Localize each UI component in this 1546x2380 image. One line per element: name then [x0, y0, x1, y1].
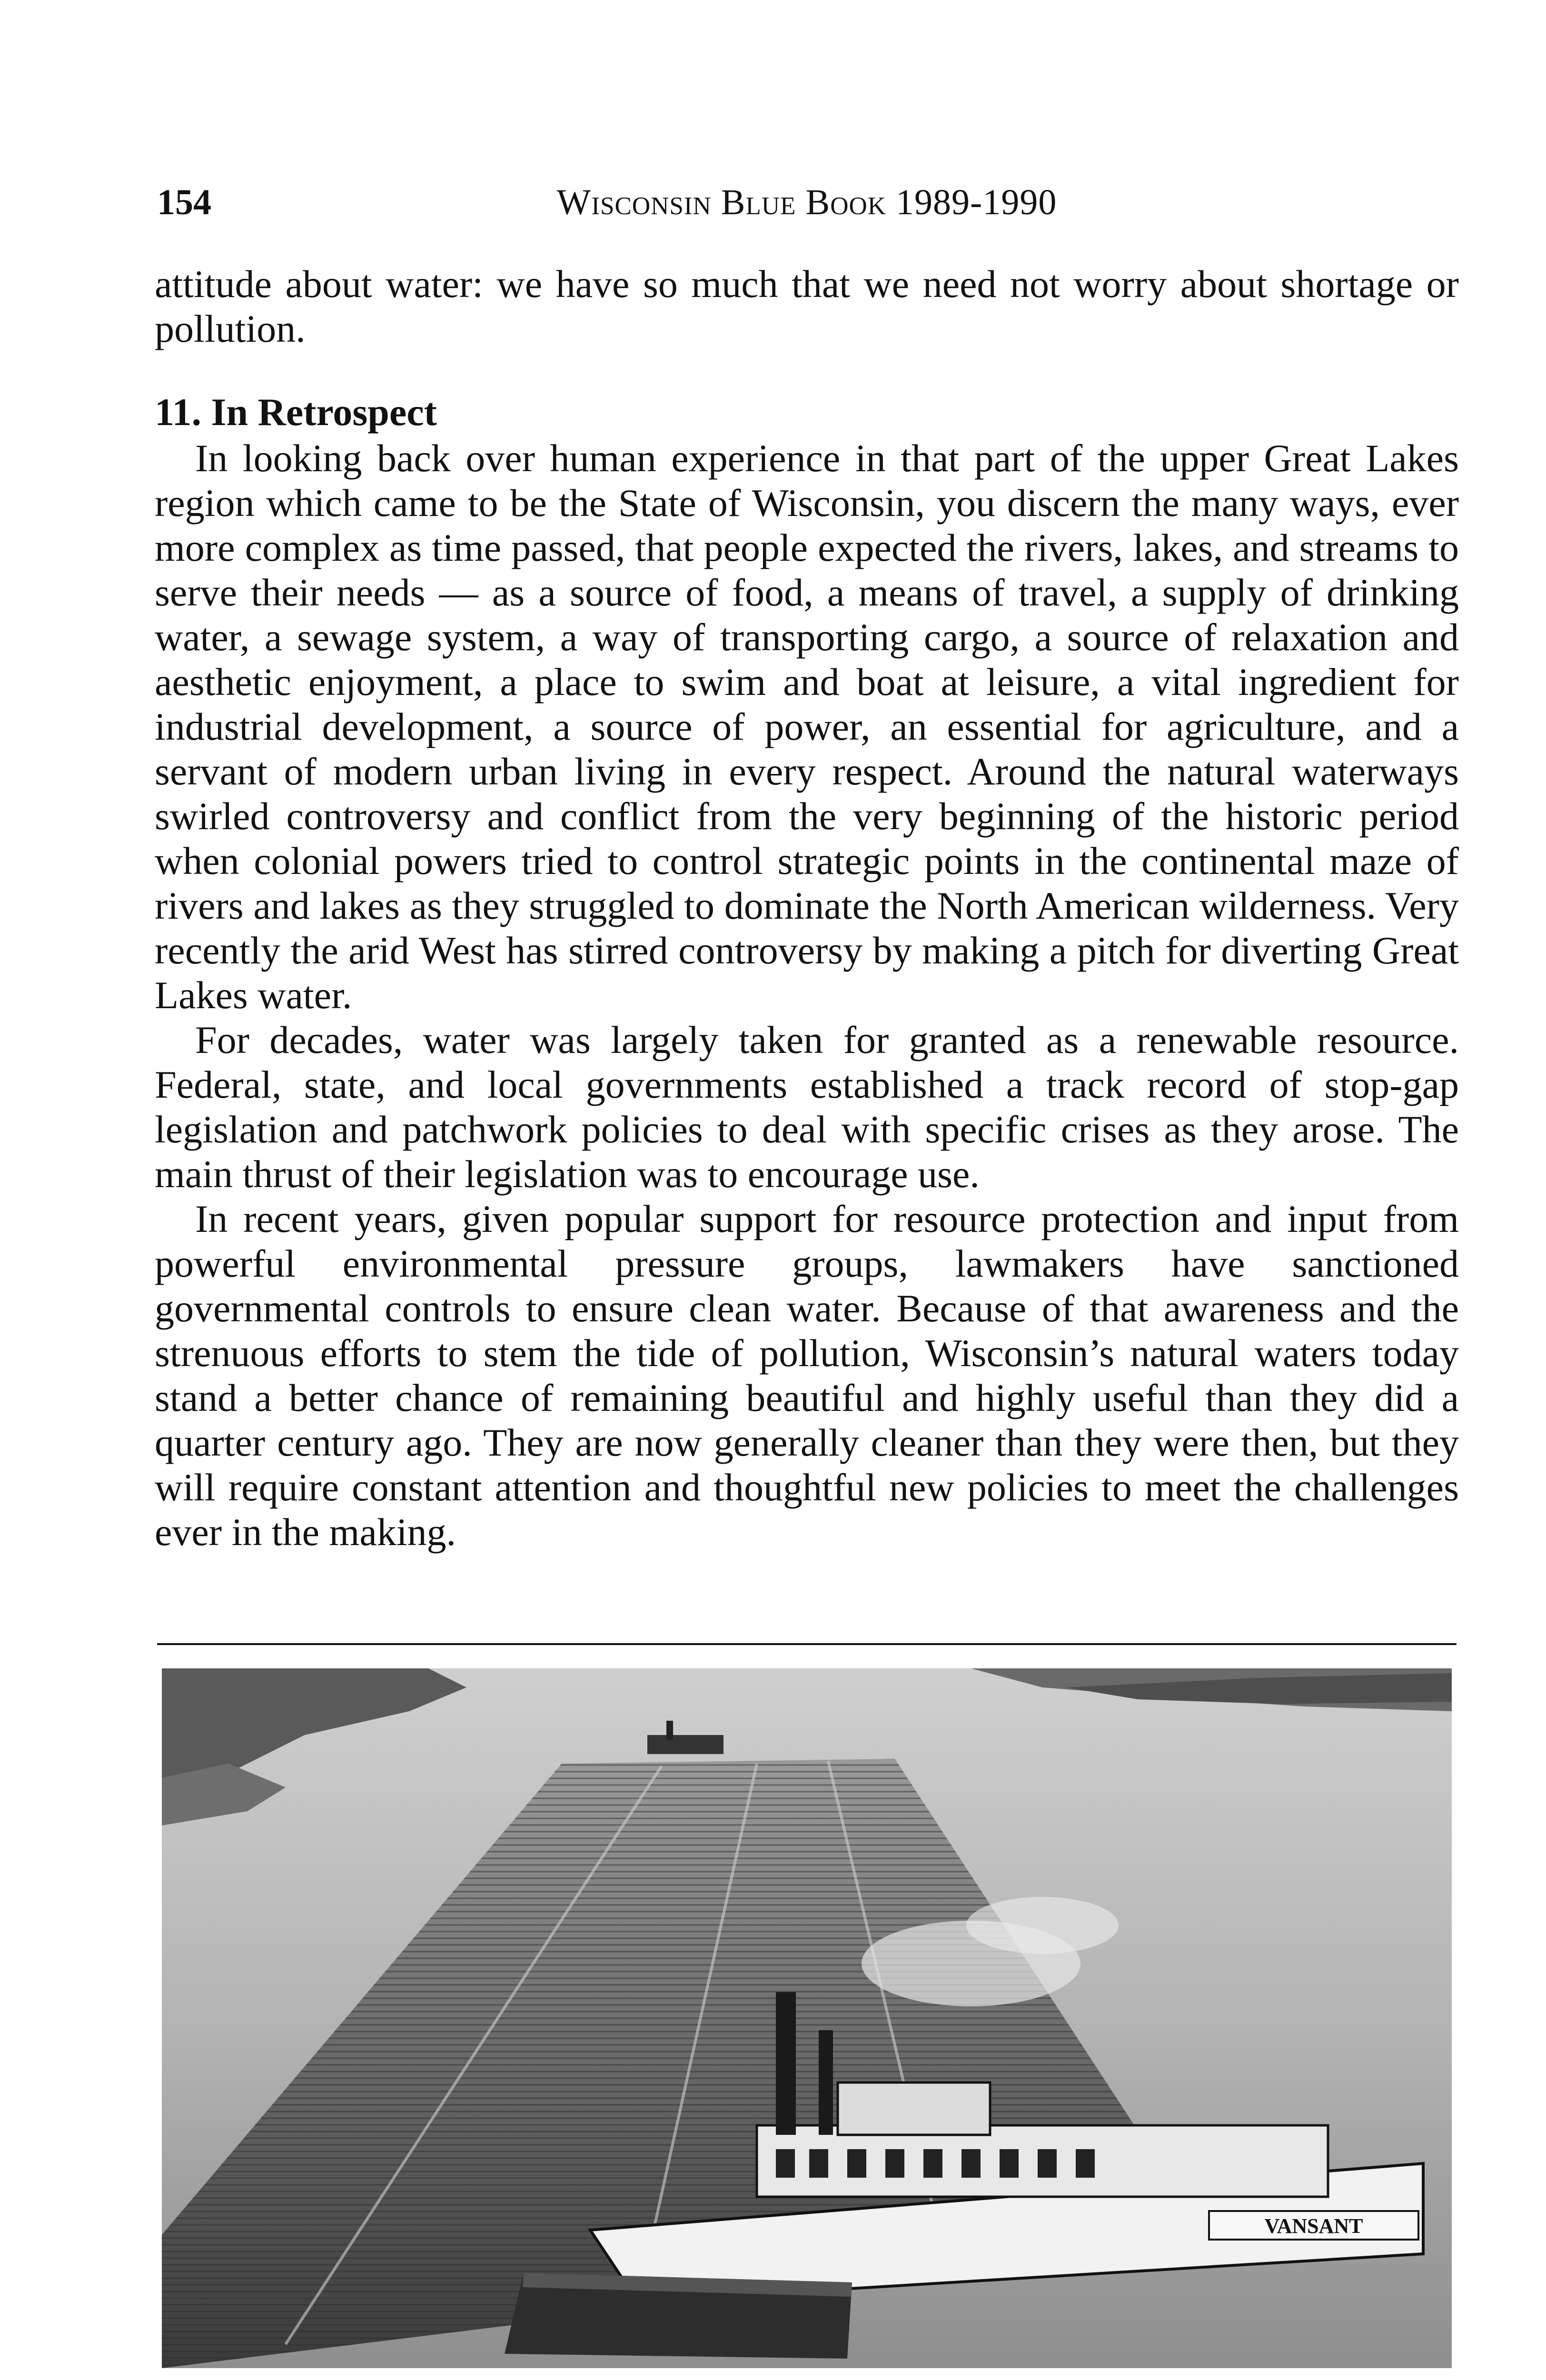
running-title: Wisconsin Blue Book 1989-1990	[556, 182, 1057, 222]
boat-name-lettering: VANSANT	[1264, 2214, 1363, 2238]
paragraph-3: In recent years, given popular support for resource protection and input from powerful environmental pressure groups, lawmakers have sanctioned governmental controls to ensure clean water. Because of that awareness and the strenuous efforts to stem the tide of pollution, Wisconsin’s natural waters today stand a better chance of remaining beautiful and highly useful than they did a quarter century ago. They are now generally cleaner than they were then, but they will require constant attention and thoughtful new policies to meet the challenges ever in the making.	[155, 1197, 1459, 1554]
section-heading: 11. In Retrospect	[155, 390, 437, 434]
running-head	[157, 176, 1457, 228]
figure-caption	[157, 2378, 1457, 2380]
photo-illustration	[162, 1668, 1452, 2368]
figure-divider	[157, 1643, 1457, 1645]
page-number: 154	[157, 182, 211, 222]
paragraph-1: In looking back over human experience in that part of the upper Great Lakes region which came to be the State of Wisconsin, you discern the many ways, ever more complex as time passed, that people expected the rivers, lakes, and streams to serve their needs — as a source of food, a means of travel, a supply of drinking water, a sewage system, a way of transporting cargo, a source of relaxation and aesthetic enjoyment, a place to swim and boat at leisure, a vital ingredient for industrial development, a source of power, an essential for agriculture, and a servant of modern urban living in every respect. Around the natural waterways swirled controversy and conflict from the very beginning of the historic period when colonial powers tried to control strategic points in the continental maze of rivers and lakes as they struggled to dominate the North American wilderness. Very recently the arid West has stirred controversy by making a pitch for diverting Great Lakes water.	[155, 436, 1459, 1017]
body-text	[155, 262, 1459, 1555]
paragraph-2: For decades, water was largely taken for granted as a renewable resource. Federal, state, and local governments established a track record of stop-gap legislation and patchwork policies to deal with specific crises as they arose. The main thrust of their legislation was to encourage use.	[155, 1018, 1459, 1196]
log-raft-photograph	[162, 1668, 1452, 2368]
distant-steamboat	[647, 1735, 723, 1754]
intro-paragraph: attitude about water: we have so much that we need not worry about shortage or pollution.	[155, 262, 1459, 350]
